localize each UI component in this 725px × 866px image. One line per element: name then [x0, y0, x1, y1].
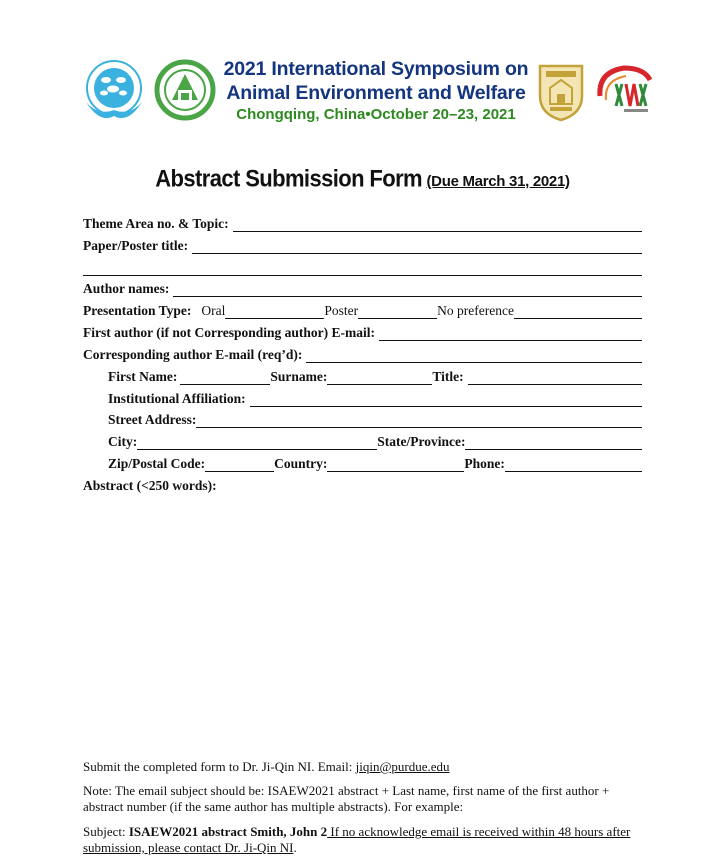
theme-field[interactable] — [233, 217, 642, 232]
form-due-date: (Due March 31, 2021) — [426, 173, 570, 190]
surname-field[interactable] — [327, 370, 432, 385]
street-address-field[interactable] — [196, 413, 642, 428]
phone-field[interactable] — [505, 457, 642, 472]
author-names-row — [83, 279, 642, 297]
state-province-label: State/Province: — [377, 434, 466, 449]
author-names-field[interactable] — [173, 282, 642, 297]
paper-title-row — [83, 236, 642, 254]
country-field[interactable] — [327, 457, 464, 472]
abstract-text-area[interactable] — [83, 498, 642, 748]
submit-text: Submit the completed form to Dr. Ji-Qin NI. Email: — [83, 759, 356, 774]
acknowledge-text: If no acknowledge email is received within 48 hours after submission, please contact Dr. Ji-Qin NI — [83, 824, 631, 855]
abstract-label: Abstract (<250 words): — [83, 478, 217, 493]
presentation-type-row — [83, 301, 642, 319]
paper-title-field[interactable] — [192, 239, 642, 254]
first-author-email-label: First author (if not Corresponding author) E-mail: — [83, 325, 376, 340]
hands-animals-logo — [80, 58, 148, 124]
xmx-ribbon-logo — [594, 62, 652, 118]
option-poster-label: Poster — [324, 303, 359, 318]
paper-title-row-2 — [83, 258, 642, 276]
option-poster-field[interactable] — [358, 304, 437, 319]
affiliation-label: Institutional Affiliation: — [108, 391, 246, 406]
abstract-row — [83, 476, 642, 494]
theme-row — [83, 214, 642, 232]
option-oral-field[interactable] — [225, 304, 324, 319]
acknowledge-end: . — [293, 840, 297, 855]
street-address-label: Street Address: — [108, 412, 197, 427]
city-field[interactable] — [137, 435, 377, 450]
affiliation-row — [108, 389, 642, 407]
presentation-type-label: Presentation Type: — [83, 303, 192, 318]
country-label: Country: — [274, 456, 328, 471]
first-name-label: First Name: — [108, 369, 178, 384]
subject-example: ISAEW2021 abstract Smith, John 2 — [128, 824, 328, 839]
title-field[interactable] — [468, 370, 642, 385]
symposium-title-line2: Animal Environment and Welfare — [226, 82, 526, 104]
contact-email-link[interactable]: jiqin@purdue.edu — [355, 759, 450, 774]
option-oral-label: Oral — [201, 303, 226, 318]
first-name-field[interactable] — [180, 370, 270, 385]
symposium-title-line1: 2021 International Symposium on — [223, 58, 529, 80]
form-title-main: Abstract Submission Form — [155, 164, 423, 193]
city-state-row — [108, 432, 642, 450]
state-province-field[interactable] — [465, 435, 642, 450]
affiliation-field[interactable] — [250, 392, 642, 407]
paper-title-field-2[interactable] — [83, 261, 642, 276]
subject-example-paragraph — [83, 824, 645, 856]
paper-title-label: Paper/Poster title: — [83, 238, 189, 253]
zip-country-phone-row — [108, 454, 642, 472]
corresponding-email-row — [83, 345, 642, 363]
form-title — [0, 166, 725, 192]
surname-label: Surname: — [270, 369, 328, 384]
symposium-header — [80, 56, 654, 126]
name-row — [108, 367, 642, 385]
phone-label: Phone: — [464, 456, 505, 471]
triangle-building-logo — [154, 58, 216, 122]
zip-label: Zip/Postal Code: — [108, 456, 206, 471]
symposium-location-date: Chongqing, China•October 20–23, 2021 — [236, 106, 516, 123]
street-address-row — [108, 410, 642, 428]
subject-note: Note: The email subject should be: ISAEW2021 abstract + Last name, first name of the first author + abstract number (if the same author has multiple abstracts). For example: — [83, 783, 610, 814]
corresponding-email-label: Corresponding author E-mail (req’d): — [83, 347, 303, 362]
first-author-email-field[interactable] — [379, 326, 642, 341]
theme-label: Theme Area no. & Topic: — [83, 216, 229, 231]
first-author-email-row — [83, 323, 642, 341]
city-label: City: — [108, 434, 138, 449]
title-label: Title: — [432, 369, 464, 384]
author-names-label: Author names: — [83, 281, 170, 296]
header-text — [218, 58, 534, 125]
zip-field[interactable] — [205, 457, 274, 472]
corresponding-email-field[interactable] — [306, 348, 642, 363]
university-seal-logo — [536, 60, 586, 122]
option-no-preference-field[interactable] — [514, 304, 642, 319]
submit-instruction — [83, 759, 645, 775]
subject-prefix: Subject: — [83, 824, 129, 839]
option-no-preference-label: No preference — [437, 303, 514, 318]
